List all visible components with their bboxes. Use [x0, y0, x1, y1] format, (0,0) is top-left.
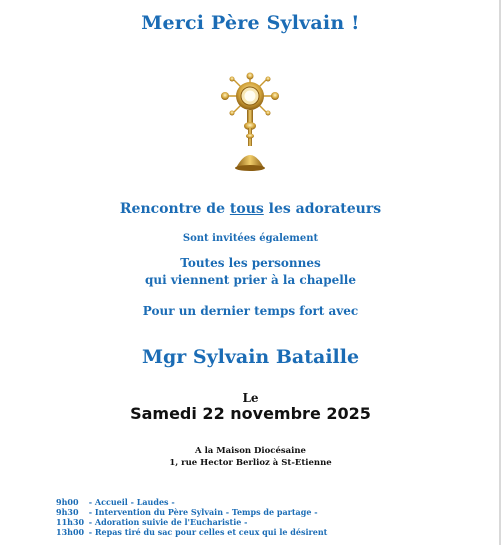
page-title: Merci Père Sylvain ! — [141, 12, 360, 34]
venue-address: 1, rue Hector Berlioz à St-Etienne — [169, 458, 332, 468]
programme-item — [56, 527, 327, 537]
meeting-suffix: les adorateurs — [268, 201, 382, 217]
monstrance-icon — [218, 72, 282, 172]
bishop-name: Mgr Sylvain Bataille — [141, 346, 360, 368]
people-line-2: qui viennent prier à la chapelle — [144, 273, 356, 287]
meeting-heading — [0, 201, 501, 217]
programme-text: - Accueil - Laudes - — [88, 497, 175, 507]
invited-note: Sont invitées également — [182, 233, 319, 244]
strong-time-line: Pour un dernier temps fort avec — [142, 304, 359, 318]
programme-time: 13h00 — [56, 527, 85, 537]
programme-item — [56, 497, 175, 507]
programme-text: - Adoration suivie de l'Eucharistie - — [88, 517, 248, 527]
programme-time: 9h00 — [56, 497, 79, 507]
event-date: Samedi 22 novembre 2025 — [130, 404, 371, 423]
programme-time: 11h30 — [56, 517, 85, 527]
programme-item — [56, 507, 318, 517]
programme-item — [56, 517, 247, 527]
programme-text: - Repas tiré du sac pour celles et ceux qui le désirent — [88, 527, 328, 537]
programme-text: - Intervention du Père Sylvain - Temps de partage - — [88, 507, 318, 517]
meeting-emphasis: tous — [229, 201, 264, 217]
people-line-1: Toutes les personnes — [180, 256, 321, 270]
venue-name: A la Maison Diocésaine — [195, 446, 306, 456]
date-prefix: Le — [242, 391, 259, 405]
programme-time: 9h30 — [56, 507, 79, 517]
meeting-prefix: Rencontre de — [119, 201, 226, 217]
